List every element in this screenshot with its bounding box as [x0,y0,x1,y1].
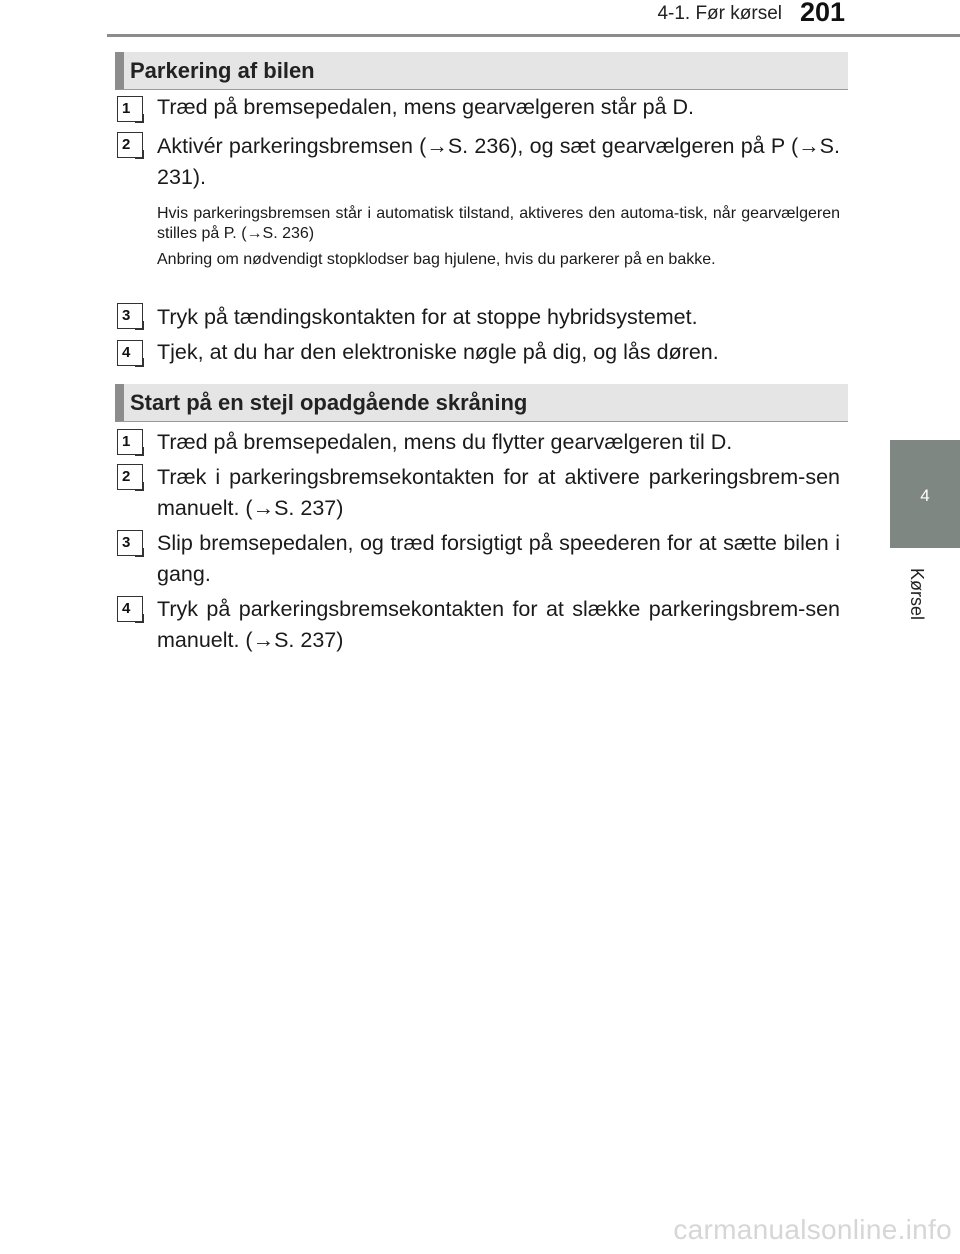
chapter-tab-label: Kørsel [907,568,927,621]
step-text: Slip bremsepedalen, og træd forsigtigt på speederen for at sætte bilen i gang. [157,531,840,586]
step-number: 1 [117,96,143,122]
note-text: Hvis parkeringsbremsen står i automatisk tilstand, aktiveres den automa-tisk, når gearvælgeren stilles på P. (→S. 236) [157,205,840,242]
step-number: 3 [117,530,143,556]
note-text: Anbring om nødvendigt stopklodser bag hjulene, hvis du parkerer på en bakke. [157,251,716,268]
watermark: carmanualsonline.info [673,1214,952,1245]
section-title-parking: Parkering af bilen [115,52,848,90]
step-text: Træd på bremsepedalen, mens du flytter gearvælgeren til D. [157,430,733,454]
step-number: 2 [117,464,143,490]
step-text: Tryk på parkeringsbremsekontakten for at slække parkeringsbrem-sen manuelt. (→S. 237) [157,597,840,652]
header-divider [107,34,960,37]
header-section-title: 4-1. Før kørsel [657,3,782,24]
section-title-hill-start: Start på en stejl opadgående skråning [115,384,848,422]
step-text: Tryk på tændingskontakten for at stoppe hybridsystemet. [157,305,698,329]
step-number: 1 [117,429,143,455]
step-number: 3 [117,303,143,329]
step-number: 4 [117,596,143,622]
step-text: Tjek, at du har den elektroniske nøgle på dig, og lås døren. [157,340,719,364]
page-number: 201 [800,0,846,27]
chapter-tab-number: 4 [920,486,930,505]
step-number: 4 [117,340,143,366]
step-text: Træk i parkeringsbremsekontakten for at aktivere parkeringsbrem-sen manuelt. (→S. 237) [157,465,840,520]
step-text: Træd på bremsepedalen, mens gearvælgeren står på D. [157,95,694,119]
step-text: Aktivér parkeringsbremsen (→S. 236), og sæt gearvælgeren på P (→S. 231). [157,134,840,189]
step-number: 2 [117,132,143,158]
